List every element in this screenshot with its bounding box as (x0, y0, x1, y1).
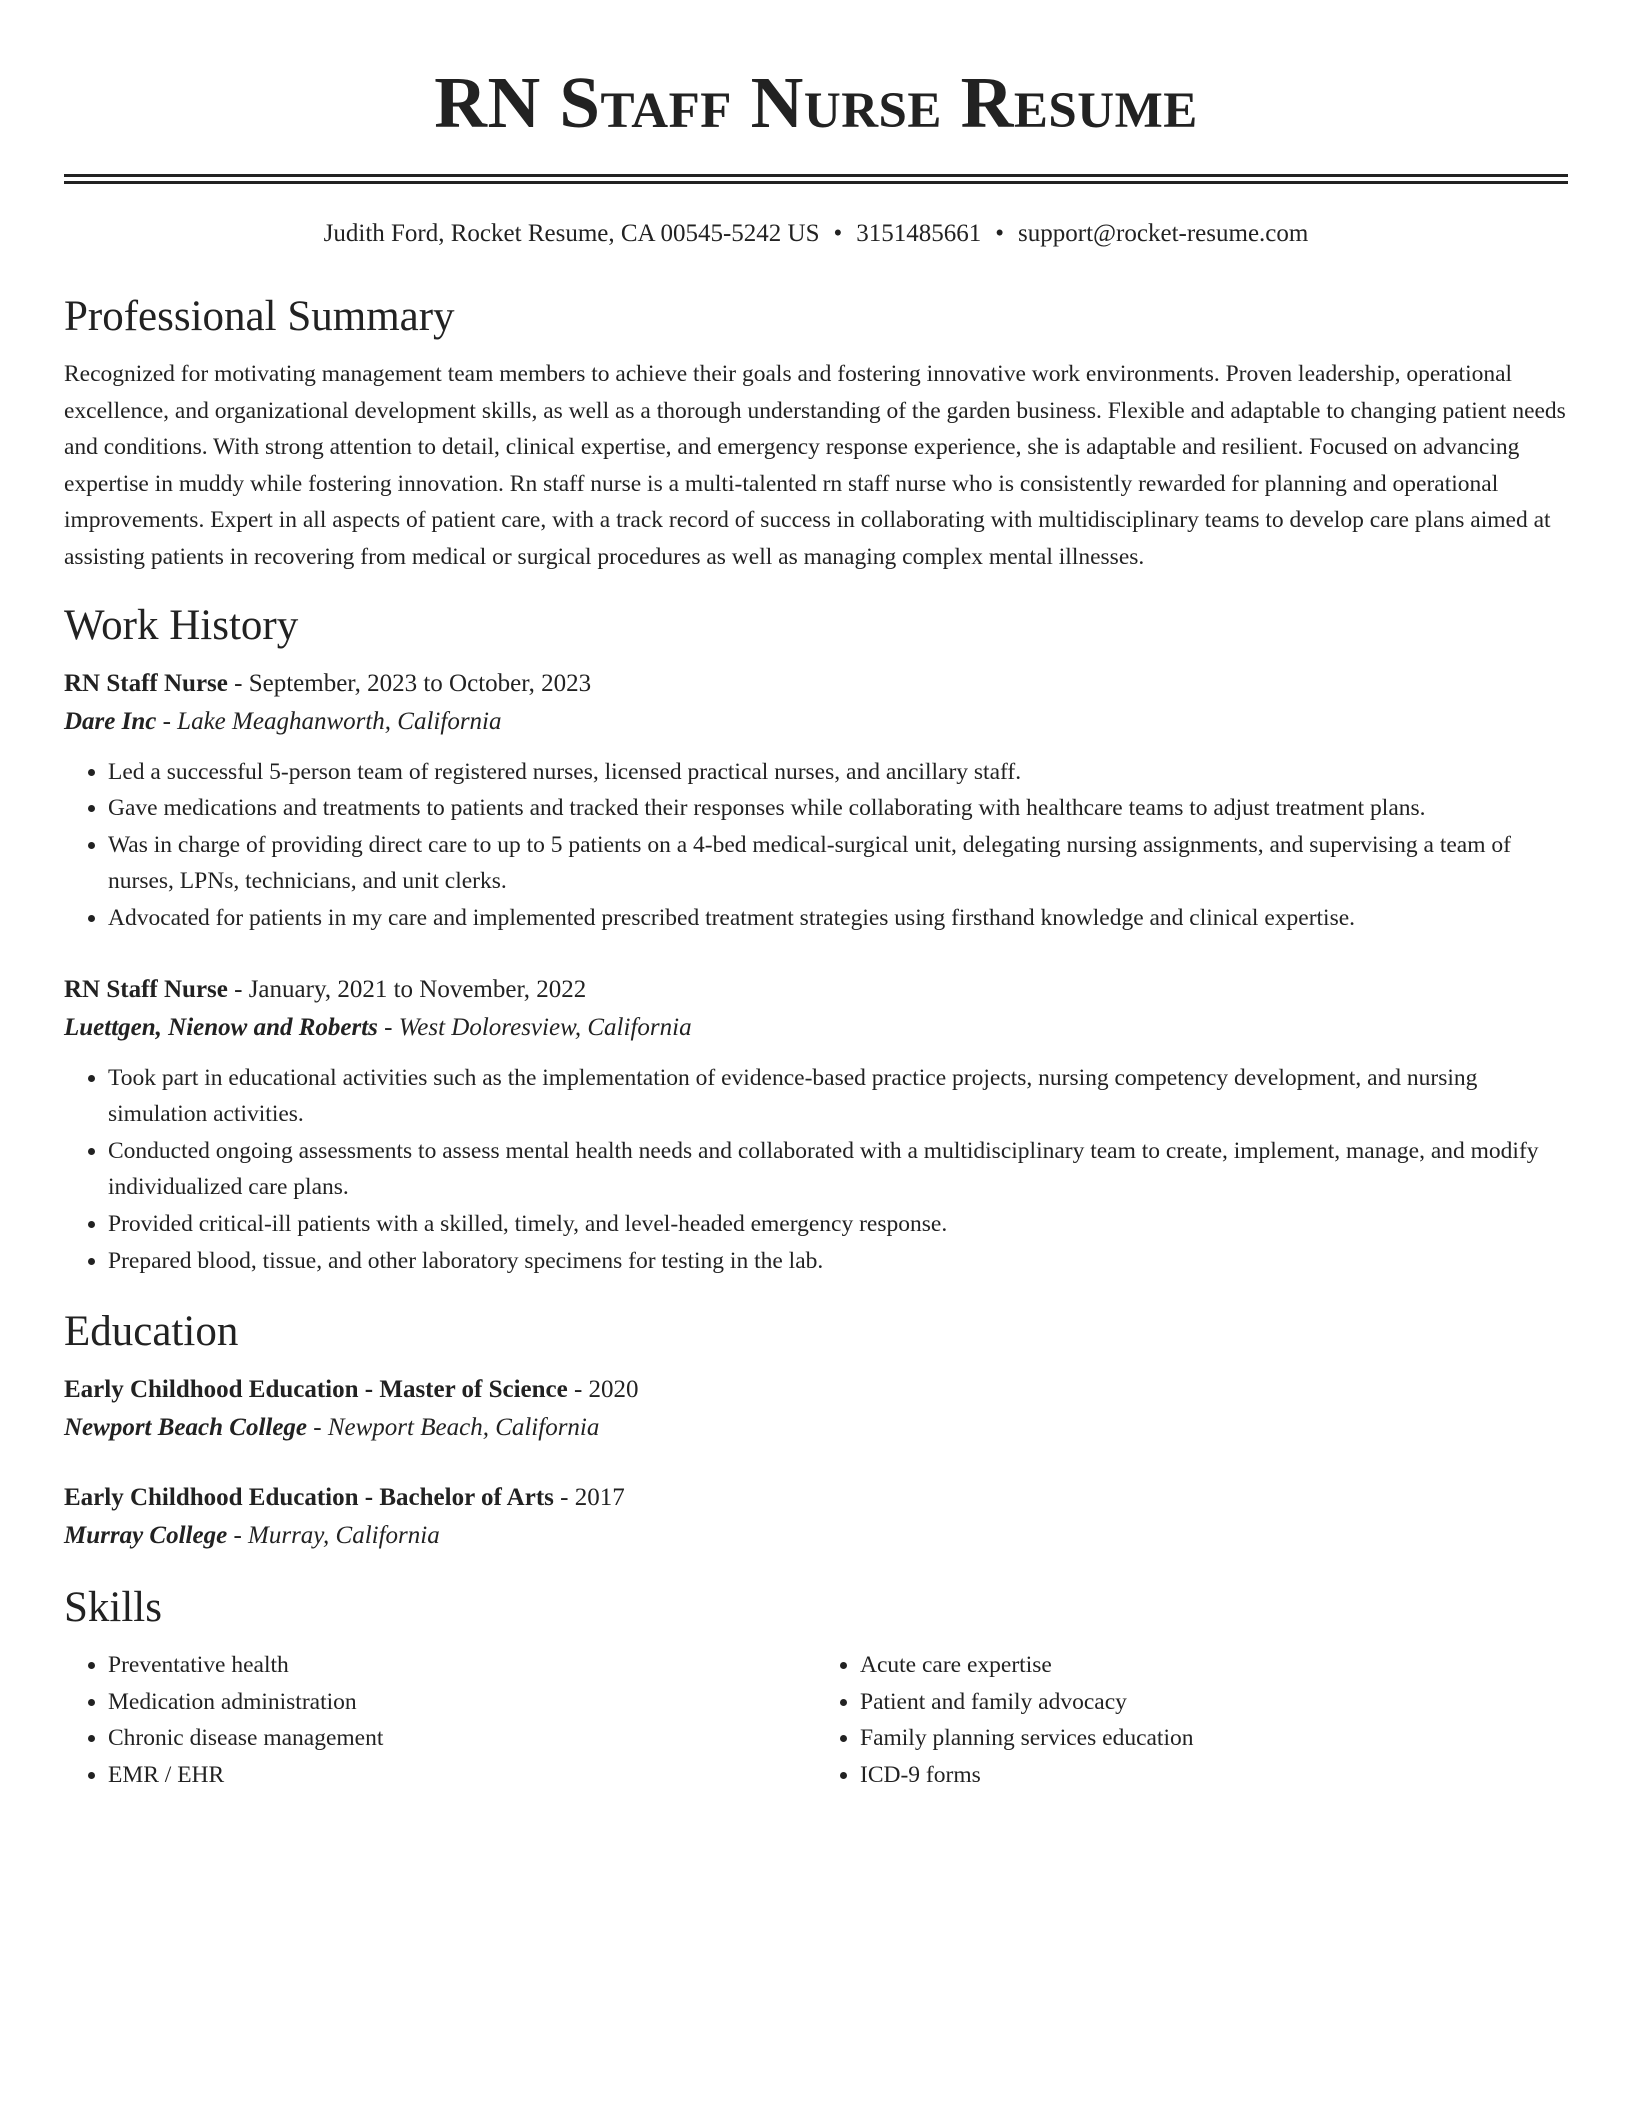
job-location: - Lake Meaghanworth, California (156, 707, 502, 735)
education-year: - 2017 (553, 1484, 625, 1512)
title-divider (64, 174, 1568, 184)
list-item: • Was in charge of providing direct care to up to 5 patients on a 4-bed medical-surgical unit, delegating nursing assignments, and supervising a team of nurses, LPNs, technicians, and unit clerks. (108, 827, 1568, 900)
list-item: • Family planning services education (860, 1720, 1568, 1757)
job-title-line (64, 971, 1568, 1009)
job-company: Dare Inc (64, 707, 157, 735)
summary-text: Recognized for motivating management team members to achieve their goals and fostering innovative work environments. Proven leadership, operational excellence, and organizational development skills, as well as a thorough understanding of the garden business. Flexible and adaptable to changing patient needs and conditions. With strong attention to detail, clinical expertise, and emergency response experience, she is adaptable and resilient. Focused on advancing expertise in muddy while fostering innovation. Rn staff nurse is a multi-talented rn staff nurse who is consistently rewarded for planning and operational improvements. Expert in all aspects of patient care, with a track record of success in collaborating with multidisciplinary teams to develop care plans aimed at assisting patients in recovering from medical or surgical procedures as well as managing complex mental illnesses. (64, 361, 1566, 570)
resume-title: RN Staff Nurse Resume (434, 62, 1198, 143)
job-role: RN Staff Nurse (64, 669, 228, 697)
job-duties-list (64, 754, 1568, 937)
work-history-heading: Work History (64, 601, 299, 649)
skills-list (816, 1647, 1568, 1793)
list-item: • Prepared blood, tissue, and other laboratory specimens for testing in the lab. (108, 1243, 1568, 1280)
list-item: • Advocated for patients in my care and implemented prescribed treatment strategies using firsthand knowledge and clinical expertise. (108, 900, 1568, 937)
list-item: • Patient and family advocacy (860, 1684, 1568, 1721)
list-item: • Medication administration (108, 1684, 816, 1721)
job-location: - West Doloresview, California (377, 1013, 692, 1041)
skills-column-left (64, 1647, 816, 1793)
contact-line (64, 218, 1568, 250)
job-company-line (64, 703, 1568, 741)
education-degree: Early Childhood Education - Bachelor of Arts (64, 1484, 554, 1512)
contact-address: Judith Ford, Rocket Resume, CA 00545-5242 US (323, 220, 820, 247)
list-item: • Led a successful 5-person team of registered nurses, licensed practical nurses, and ancillary staff. (108, 754, 1568, 791)
list-item: • Chronic disease management (108, 1720, 816, 1757)
education-degree-line (64, 1371, 1568, 1409)
education-school-line (64, 1409, 1568, 1447)
skills-grid (64, 1647, 1568, 1793)
education-location: - Murray, California (227, 1522, 440, 1550)
job-entry (64, 665, 1568, 937)
skills-column-right (816, 1647, 1568, 1793)
contact-separator: • (995, 220, 1005, 247)
job-company: Luettgen, Nienow and Roberts (64, 1013, 378, 1041)
list-item: • Preventative health (108, 1647, 816, 1684)
list-item: • Acute care expertise (860, 1647, 1568, 1684)
list-item: • ICD-9 forms (860, 1757, 1568, 1794)
education-heading: Education (64, 1308, 239, 1356)
job-title-line (64, 665, 1568, 703)
job-company-line (64, 1009, 1568, 1047)
list-item: • Provided critical-ill patients with a skilled, timely, and level-headed emergency response. (108, 1206, 1568, 1243)
education-entry (64, 1371, 1568, 1447)
education-location: - Newport Beach, California (307, 1414, 600, 1442)
skills-heading: Skills (64, 1584, 162, 1632)
contact-separator: • (833, 220, 843, 247)
education-school: Murray College (64, 1522, 228, 1550)
job-dates: - September, 2023 to October, 2023 (227, 669, 592, 697)
list-item: • EMR / EHR (108, 1757, 816, 1794)
education-degree-line (64, 1479, 1568, 1517)
list-item: • Took part in educational activities such as the implementation of evidence-based practice projects, nursing competency development, and nursing simulation activities. (108, 1060, 1568, 1133)
contact-email: support@rocket-resume.com (1018, 220, 1309, 247)
skills-list (64, 1647, 816, 1793)
education-year: - 2020 (567, 1376, 639, 1404)
list-item: • Conducted ongoing assessments to assess mental health needs and collaborated with a multidisciplinary team to create, implement, manage, and modify individualized care plans. (108, 1133, 1568, 1206)
education-entry (64, 1479, 1568, 1555)
education-degree: Early Childhood Education - Master of Science (64, 1376, 568, 1404)
job-duties-list (64, 1060, 1568, 1280)
education-school: Newport Beach College (64, 1414, 308, 1442)
list-item: • Gave medications and treatments to patients and tracked their responses while collaborating with healthcare teams to adjust treatment plans. (108, 790, 1568, 827)
contact-phone: 3151485661 (856, 220, 982, 247)
job-dates: - January, 2021 to November, 2022 (227, 975, 587, 1003)
education-school-line (64, 1517, 1568, 1555)
summary-heading: Professional Summary (64, 293, 455, 340)
job-role: RN Staff Nurse (64, 975, 228, 1003)
job-entry (64, 971, 1568, 1280)
